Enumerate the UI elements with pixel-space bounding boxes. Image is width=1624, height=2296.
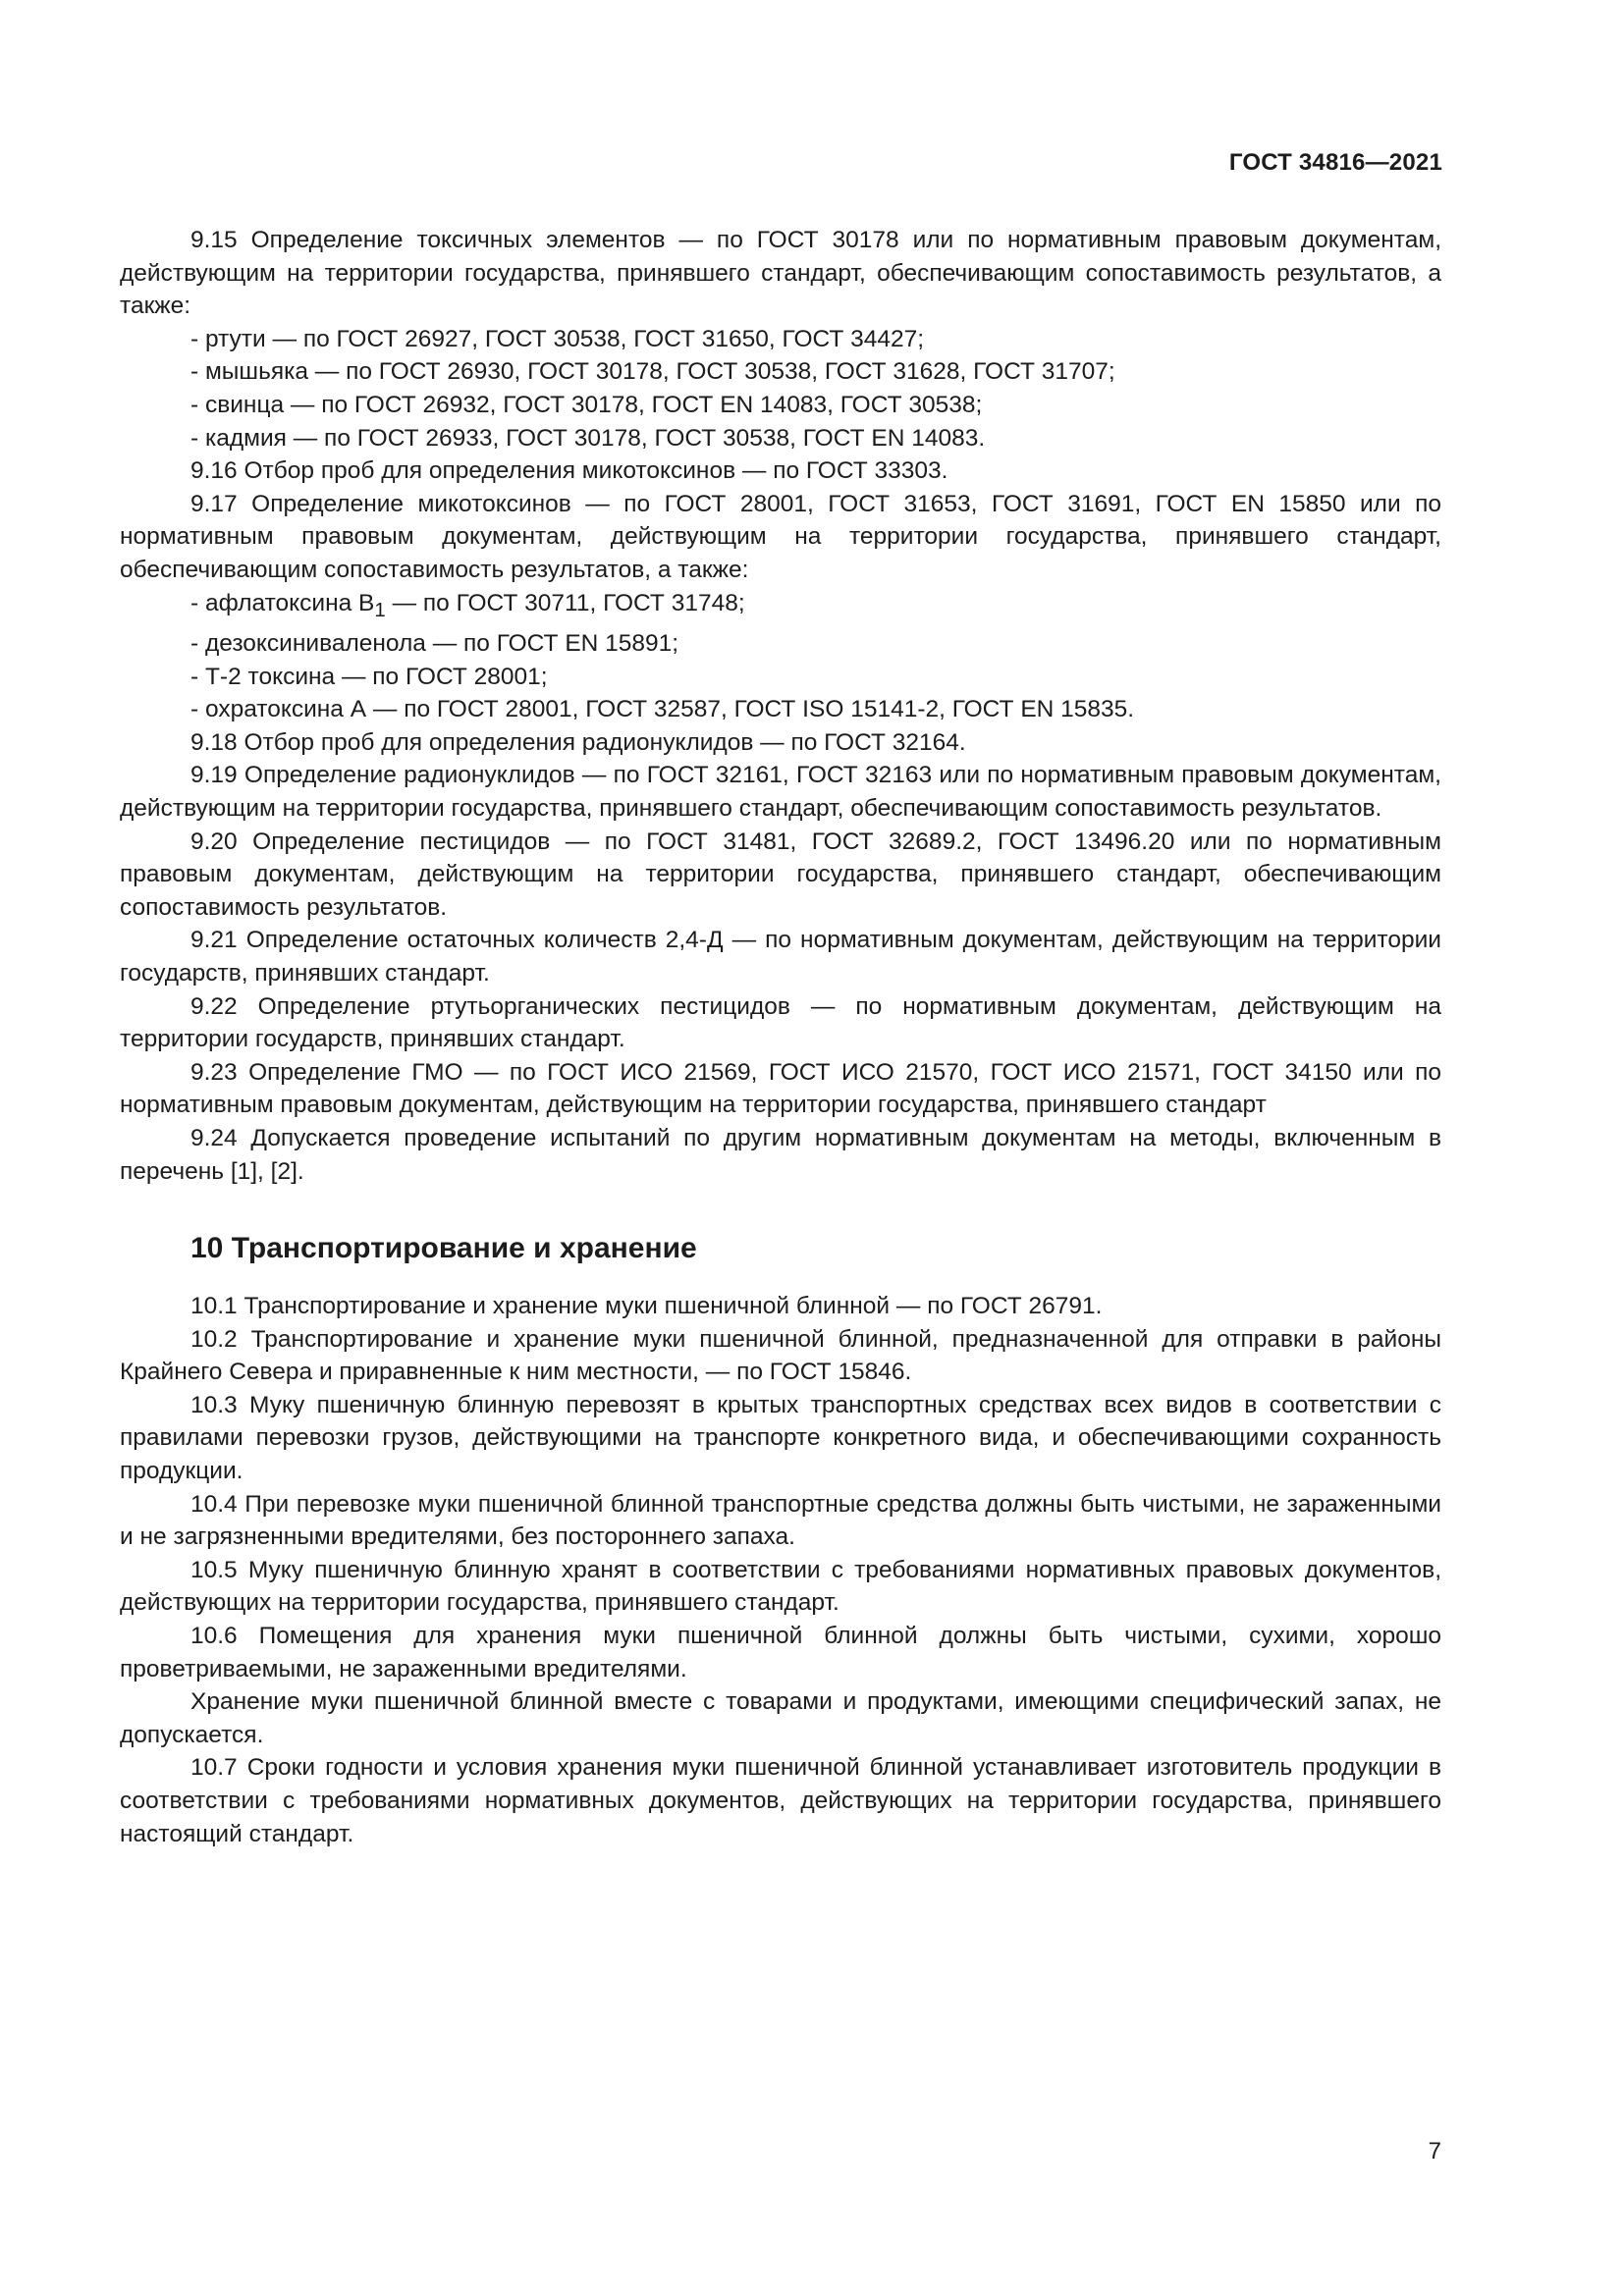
paragraph-9-24: 9.24 Допускается проведение испытаний по другим нормативным документам на методы, включенным в перечень [1], [2]. — [120, 1124, 1441, 1185]
aflatoxin-suffix: — по ГОСТ 30711, ГОСТ 31748; — [385, 589, 745, 616]
list-item-cadmium: - кадмия — по ГОСТ 26933, ГОСТ 30178, ГОСТ 30538, ГОСТ EN 14083. — [190, 424, 986, 452]
paragraph-9-23: 9.23 Определение ГМО — по ГОСТ ИСО 21569, ГОСТ ИСО 21570, ГОСТ ИСО 21571, ГОСТ 34150 или по нормативным правовым документам, действующим на территории государства, принявшего стандарт — [120, 1058, 1441, 1119]
paragraph-10-7: 10.7 Сроки годности и условия хранения муки пшеничной блинной устанавливает изготовитель продукции в соответствии с требованиями нормативных документов, действующих на территории государства, принявшего настоящий стандарт. — [120, 1754, 1441, 1847]
aflatoxin-prefix: - афлатоксина B — [190, 589, 375, 616]
paragraph-9-18: 9.18 Отбор проб для определения радионуклидов — по ГОСТ 32164. — [190, 728, 966, 756]
list-item-ochratoxin: - охратоксина А — по ГОСТ 28001, ГОСТ 32587, ГОСТ ISO 15141-2, ГОСТ EN 15835. — [190, 696, 1135, 723]
paragraph-10-1: 10.1 Транспортирование и хранение муки пшеничной блинной — по ГОСТ 26791. — [190, 1293, 1103, 1320]
document-number-header: ГОСТ 34816—2021 — [1228, 149, 1442, 176]
list-item-mercury: - ртути — по ГОСТ 26927, ГОСТ 30538, ГОСТ 31650, ГОСТ 34427; — [190, 325, 925, 352]
paragraph-9-22: 9.22 Определение ртутьорганических пестицидов — по нормативным документам, действующим на территории государств, принявших стандарт. — [120, 992, 1441, 1053]
paragraph-9-15: 9.15 Определение токсичных элементов — по ГОСТ 30178 или по нормативным правовым документам, действующим на территории государства, принявшего стандарт, обеспечивающим сопоставимость результатов, а также: — [120, 227, 1441, 320]
paragraph-9-19: 9.19 Определение радионуклидов — по ГОСТ 32161, ГОСТ 32163 или по нормативным правовым документам, действующим на территории государства, принявшего стандарт, обеспечивающим сопоставимость результатов. — [120, 762, 1441, 822]
list-item-lead: - свинца — по ГОСТ 26932, ГОСТ 30178, ГОСТ EN 14083, ГОСТ 30538; — [190, 391, 983, 418]
paragraph-9-16: 9.16 Отбор проб для определения микотоксинов — по ГОСТ 33303. — [190, 457, 948, 485]
paragraph-10-5: 10.5 Муку пшеничную блинную хранят в соответствии с требованиями нормативных правовых документов, действующих на территории государства, принявшего стандарт. — [120, 1556, 1441, 1617]
list-item-aflatoxin — [120, 587, 1441, 627]
paragraph-9-20: 9.20 Определение пестицидов — по ГОСТ 31481, ГОСТ 32689.2, ГОСТ 13496.20 или по нормативным правовым документам, действующим на территории государства, принявшего стандарт, обеспечивающим сопоставимость результатов. — [120, 828, 1441, 921]
paragraph-9-21: 9.21 Определение остаточных количеств 2,4-Д — по нормативным документам, действующим на территории государств, принявших стандарт. — [120, 927, 1441, 987]
list-item-deoxynivalenol: - дезоксиниваленола — по ГОСТ EN 15891; — [190, 630, 679, 658]
page-number: 7 — [1428, 2138, 1441, 2164]
paragraph-10-6-continued: Хранение муки пшеничной блинной вместе с товарами и продуктами, имеющими специфический запах, не допускается. — [120, 1688, 1441, 1748]
paragraph-10-2: 10.2 Транспортирование и хранение муки пшеничной блинной, предназначенной для отправки в районы Крайнего Севера и приравненные к ним местности, — по ГОСТ 15846. — [120, 1325, 1441, 1386]
list-item-arsenic: - мышьяка — по ГОСТ 26930, ГОСТ 30178, ГОСТ 30538, ГОСТ 31628, ГОСТ 31707; — [190, 358, 1115, 386]
section-10-heading: 10 Транспортирование и хранение — [190, 1232, 697, 1265]
aflatoxin-subscript: 1 — [374, 599, 386, 621]
paragraph-10-4: 10.4 При перевозке муки пшеничной блинной транспортные средства должны быть чистыми, не зараженными и не загрязненными вредителями, без постороннего запаха. — [120, 1490, 1441, 1551]
list-item-t2-toxin: - Т-2 токсина — по ГОСТ 28001; — [190, 663, 548, 690]
paragraph-10-3: 10.3 Муку пшеничную блинную перевозят в крытых транспортных средствах всех видов в соответствии с правилами перевозки грузов, действующими на транспорте конкретного вида, и обеспечивающими сохранность продукции. — [120, 1391, 1441, 1485]
document-body — [120, 224, 1441, 1850]
paragraph-10-6: 10.6 Помещения для хранения муки пшеничной блинной должны быть чистыми, сухими, хорошо проветриваемыми, не зараженными вредителями. — [120, 1623, 1441, 1682]
paragraph-9-17: 9.17 Определение микотоксинов — по ГОСТ 28001, ГОСТ 31653, ГОСТ 31691, ГОСТ EN 15850 или по нормативным правовым документам, действующим на территории государства, принявшего стандарт, обеспечивающим сопоставимость результатов, а также: — [120, 490, 1441, 583]
